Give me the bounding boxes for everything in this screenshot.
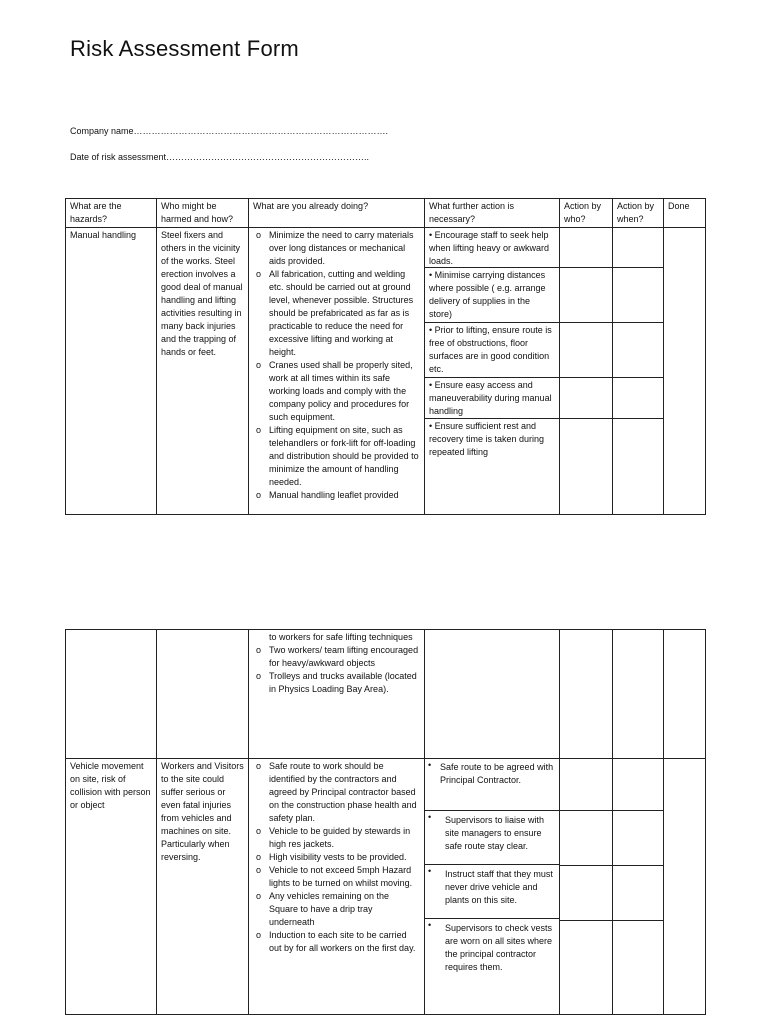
- already-doing-cell: [249, 228, 425, 515]
- list-item: o High visibility vests to be provided.: [253, 851, 420, 864]
- further-action-item: • Safe route to be agreed with Principal Contractor.: [425, 759, 559, 810]
- further-action-cell: [425, 228, 560, 515]
- who-harmed-cell: Workers and Visitors to the site could suffer serious or even fatal injuries from vehicles and machines on site. Particularly when reversing.: [157, 759, 249, 1015]
- further-action-cell: [425, 759, 560, 1015]
- list-item: o Manual handling leaflet provided: [253, 489, 420, 502]
- risk-table-part-2: [65, 629, 706, 1015]
- header-done: Done: [664, 199, 706, 228]
- form-title: Risk Assessment Form: [70, 36, 299, 61]
- further-action-item: • Prior to lifting, ensure route is free of obstructions, floor surfaces are in good condition etc.: [425, 322, 559, 377]
- action-by-when-cell: [613, 630, 664, 759]
- list-item: o Trolleys and trucks available (located in Physics Loading Bay Area).: [253, 670, 420, 696]
- further-action-item: • Instruct staff that they must never drive vehicle and plants on this site.: [425, 865, 559, 918]
- list-item: o Safe route to work should be identified by the contractors and agreed by Principal contractor based on the construction phase health and safety plan.: [253, 760, 420, 825]
- header-hazards: What are the hazards?: [66, 199, 157, 228]
- already-doing-cell: [249, 759, 425, 1015]
- hazard-cell: [66, 630, 157, 759]
- list-item: to workers for safe lifting techniques: [269, 632, 413, 642]
- done-cell: [664, 630, 706, 759]
- further-action-item: • Minimise carrying distances where possible ( e.g. arrange delivery of supplies in the store): [425, 267, 559, 322]
- company-name-line: Company name………………………………………………………………………….: [70, 126, 389, 136]
- header-further-action: What further action is necessary?: [425, 199, 560, 228]
- list-item: o Lifting equipment on site, such as telehandlers or fork-lift for off-loading and distribution should be provided to minimize the amount of handling needed.: [253, 424, 420, 489]
- further-action-item: • Supervisors to liaise with site managers to ensure safe route stay clear.: [425, 811, 559, 864]
- further-action-item: • Ensure sufficient rest and recovery time is taken during repeated lifting: [425, 418, 559, 460]
- already-doing-cell: [249, 630, 425, 759]
- list-item: o Vehicle to not exceed 5mph Hazard lights to be turned on whilst moving.: [253, 864, 420, 890]
- hazard-cell: Vehicle movement on site, risk of collision with person or object: [66, 759, 157, 1015]
- list-item: o Induction to each site to be carried out by for all workers on the first day.: [253, 929, 420, 955]
- table-row: [66, 228, 706, 515]
- hazard-cell: Manual handling: [66, 228, 157, 515]
- header-already-doing: What are you already doing?: [249, 199, 425, 228]
- risk-table-part-1: [65, 198, 706, 515]
- further-action-cell: [425, 630, 560, 759]
- further-action-item: • Encourage staff to seek help when lifting heavy or awkward loads.: [429, 230, 550, 266]
- who-harmed-cell: [157, 630, 249, 759]
- action-by-who-cell: [560, 228, 613, 515]
- further-action-item: • Ensure easy access and maneuverability during manual handling: [425, 377, 559, 418]
- list-item: o All fabrication, cutting and welding etc. should be carried out at ground level, whenever possible. Structures should be prefabricated as far as is practicable to reduce the need for excessive lifting and working at height.: [253, 268, 420, 359]
- action-by-when-cell: [613, 228, 664, 515]
- list-item: o Two workers/ team lifting encouraged for heavy/awkward objects: [253, 644, 420, 670]
- table-header-row: [66, 199, 706, 228]
- list-item: o Vehicle to be guided by stewards in high res jackets.: [253, 825, 420, 851]
- table-row: [66, 759, 706, 1015]
- header-action-by-who: Action by who?: [560, 199, 613, 228]
- list-item: o Cranes used shall be properly sited, work at all times within its safe working loads and comply with the company policy and procedures for such equipment.: [253, 359, 420, 424]
- list-item: o Any vehicles remaining on the Square to have a drip tray underneath: [253, 890, 420, 929]
- action-by-when-cell: [613, 759, 664, 1015]
- list-item: o Minimize the need to carry materials over long distances or mechanical aids provided.: [253, 229, 420, 268]
- action-by-who-cell: [560, 759, 613, 1015]
- who-harmed-cell: Steel fixers and others in the vicinity of the works. Steel erection involves a good deal of manual handling and lifting activities resulting in many back injuries and the trapping of hands or feet.: [157, 228, 249, 515]
- risk-date-line: Date of risk assessment…………………………………………………………..: [70, 152, 370, 162]
- header-who-harmed: Who might be harmed and how?: [157, 199, 249, 228]
- table-row: [66, 630, 706, 759]
- done-cell: [664, 759, 706, 1015]
- further-action-item: • Supervisors to check vests are worn on all sites where the principal contractor requires them.: [425, 919, 559, 974]
- action-by-who-cell: [560, 630, 613, 759]
- done-cell: [664, 228, 706, 515]
- header-action-by-when: Action by when?: [613, 199, 664, 228]
